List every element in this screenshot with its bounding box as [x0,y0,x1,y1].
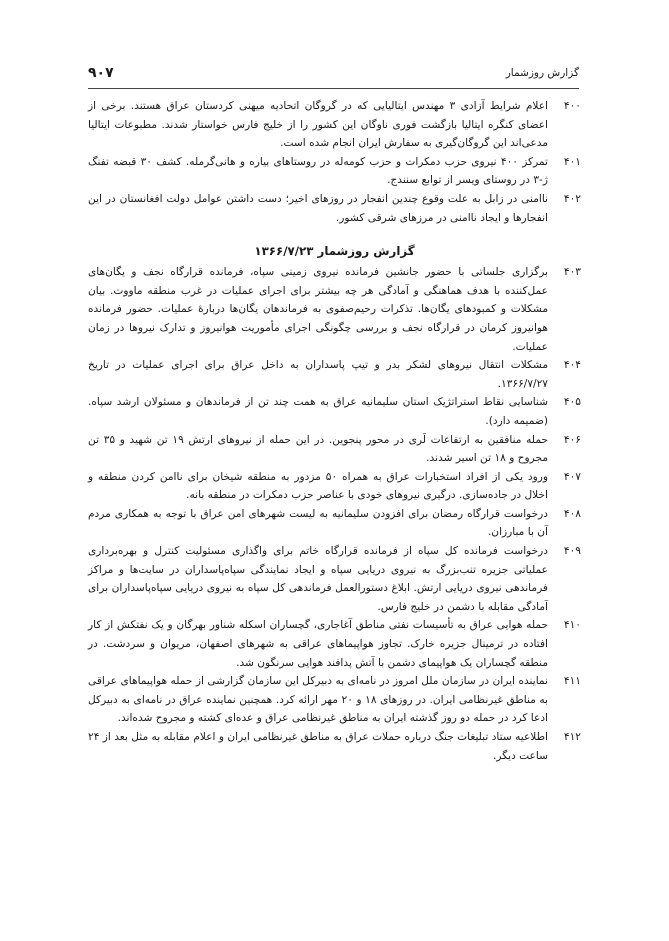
entry-411 [88,672,581,728]
entry-401 [88,153,581,190]
entry-402 [88,190,581,227]
entry-408 [88,505,581,542]
page-number: ۹۰۷ [88,65,114,81]
entry-text: برگزاری جلساتی با حضور جانشین فرمانده نیروی زمینی سپاه، فرمانده قرارگاه نجف و یگان‌های عمل‌کننده با هدف هماهنگی و آمادگی هر چه بیشتر برای اجرای عملیات در غرب منطقه ماووت. بیان مشکلات و کمبودهای یگان‌ها. تذکرات رحیم‌صفوی به فرماندهان یگان‌ها دربارهٔ عملیات. حضور فرمانده هوانیروز کرمان در قرارگاه نجف و بررسی چگونگی اجرای مأموریت هوانیروز و تدارک نیروها در زمان عملیات. [88,266,548,353]
entry-text: اعلام شرایط آزادی ۳ مهندس ایتالیایی که در گروگان اتحادیه میهنی کردستان عراق هستند. برخی از اعضای کنگره ایتالیا بازگشت فوری ناوگان این کشور را از خلیج فارس خواستار شدند. مطبوعات ایتالیا مدعی‌اند این گروگان‌گیری به سفارش ایران انجام شده است. [88,100,548,150]
entry-number: ۴۰۳ [563,266,581,279]
entry-number: ۴۰۷ [563,470,581,483]
entry-number: ۴۱۱ [563,675,581,688]
entry-text: درخواست فرمانده کل سپاه از فرمانده قرارگاه خاتم برای واگذاری مسئولیت کنترل و بهره‌برداری عملیاتی جزیره تنب‌بزرگ به نیروی دریایی سپاه و ایجاد نمایندگی سپاه‌پاسداران در سایت‌ها و مراکز فرماندهی نیروی دریایی ارتش. ابلاغ دستورالعمل فرماندهی کل سپاه به نیروی دریایی سپاه‌پاسداران برای آمادگی مقابله با دشمن در خلیج فارس. [88,545,548,613]
entry-text: تمرکز ۴۰۰ نیروی حزب دمکرات و حزب کومه‌له در روستاهای بیاره و هانی‌گرمله. کشف ۳۰ قبضه تفنگ ژ‑۳ در روستای ویسر از توابع سنندج. [88,155,548,187]
entry-number: ۴۰۴ [563,359,581,372]
entry-text: درخواست قرارگاه رمضان برای افزودن سلیمانیه به لیست شهرهای امن عراق با توجه به همکاری مردم آن با مبارزان. [88,507,548,539]
entry-400 [88,97,581,153]
entry-407 [88,468,581,505]
entry-404 [88,356,581,393]
entry-number: ۴۰۵ [563,396,581,409]
page-header [88,66,579,89]
entry-text: مشکلات انتقال نیروهای لشکر بدر و تیپ پاسداران به داخل عراق برای اجرای عملیات در تاریخ ۱۳۶۶/۷/۲۷. [88,359,548,390]
entry-text: نماینده ایران در سازمان ملل امروز در نامه‌ای به دبیرکل این سازمان گزارشی از حمله هواپیماهای عراقی به مناطق غیرنظامی ایران. در روزهای ۱۸ و ۲۰ مهر ارائه کرد. همچنین نماینده عراق در نامه‌ای به دبیرکل ادعا کرد در حمله دو روز گذشته ایران به مناطق غیرنظامی عراق و عده‌ای کشته و مجروح شده‌اند. [88,675,548,725]
entry-number: ۴۱۰ [563,619,581,632]
entry-403 [88,263,581,356]
entry-number: ۴۰۱ [563,155,581,168]
entry-text: حمله منافقین به ارتفاعات لَری در محور پنجوین. در این حمله از نیروهای ارتش ۱۹ تن شهید و ۳۵ تن مجروح و ۱۸ تن اسیر شدند. [88,433,548,465]
entry-number: ۴۰۲ [563,192,581,205]
page-content [88,97,581,765]
entry-412 [88,728,581,765]
entry-410 [88,616,581,672]
entry-number: ۴۰۸ [563,507,581,520]
entry-number: ۴۰۶ [563,433,581,446]
entry-text: اطلاعیه ستاد تبلیغات جنگ درباره حملات عراق به مناطق غیرنظامی ایران و اعلام مقابله به مثل بعد از ۲۴ ساعت دیگر. [88,731,548,762]
entry-text: ناامنی در زابل به علت وقوع چندین انفجار در روزهای اخیر؛ دست داشتن عوامل دولت افغانستان در این انفجارها و ایجاد ناامنی در مرزهای شرقی کشور. [88,192,548,224]
entry-text: شناسایی نقاط استراتژیک استان سلیمانیه عراق به همت چند تن از فرماندهان و مسئولان ارشد سپاه. (ضمیمه دارد). [88,396,548,427]
entry-text: حمله هوایی عراق به تأسیسات نفتی مناطق آغاجاری، گچساران اسکله شناور بهرگان و یک نفتکش از کار افتاده در ترمینال جزیره خارک. تجاوز هواپیماهای عراقی به شهرهای اصفهان، مریوان و سردشت. در منطقه گچساران یک هواپیمای دشمن با آتش پدافند هوایی سرنگون شد. [88,619,548,669]
section-title: گزارش روزشمار ۱۳۶۶/۷/۲۳ [254,244,415,259]
entry-number: ۴۱۲ [563,731,581,743]
entry-text: ورود یکی از افراد استخبارات عراق به همراه ۵۰ مزدور به منطقه شیخان برای ناامن کردن منطقه و اخلال در جاده‌سازی. درگیری نیروهای خودی با عناصر حزب دمکرات در منطقه بانه. [88,470,548,502]
entry-406 [88,431,581,468]
running-title: گزارش روزشمار [505,67,579,79]
entry-405 [88,393,581,430]
entry-409 [88,542,581,616]
entry-number: ۴۰۹ [563,545,581,558]
entry-number: ۴۰۰ [563,100,581,112]
